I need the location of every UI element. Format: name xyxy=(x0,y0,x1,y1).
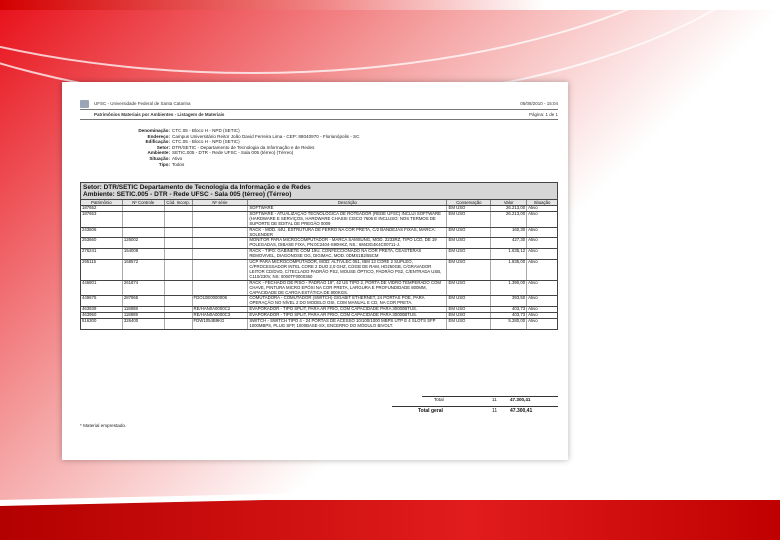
cell-valor: 26.213,00 xyxy=(491,206,527,211)
cell-valor: 26.213,00 xyxy=(491,212,527,227)
cell-cod-incorp xyxy=(165,313,193,318)
cell-situacao: Ativo xyxy=(528,206,538,210)
cell-serie xyxy=(193,238,249,248)
cell-patrimonio: 295115 xyxy=(81,260,123,280)
cell-cod-incorp xyxy=(165,206,193,211)
header-divider xyxy=(80,109,558,110)
cell-patrimonio: 463950 xyxy=(81,313,123,318)
table-row xyxy=(80,296,558,307)
cell-situacao: Ativo xyxy=(528,211,538,216)
cell-patrimonio: 187652 xyxy=(81,206,123,211)
cell-cod-incorp xyxy=(165,281,193,296)
cell-situacao: Ativo xyxy=(528,296,538,301)
cell-cod-incorp xyxy=(165,319,193,329)
table-row xyxy=(80,212,558,228)
cell-descricao: COMUTADORA - COMUTADOR (SWITCH) GIGABIT ETHERNET, 24 PORTAS POE, PARA OPERAÇÃO NO NÍVEL 2 DO MODELO OSI, COM MANUAL E CD, NA COR PRETA. xyxy=(248,296,447,306)
header-subtitle: Patrimônios Materiais por Ambientes - Listagem de Materiais xyxy=(94,112,225,117)
cell-serie xyxy=(193,260,249,280)
meta-row: Setor: DTR/SETIC - Departamento de Tecnologia da Informação e de Redes xyxy=(156,144,315,150)
cell-situacao: Ativo xyxy=(528,238,538,243)
ufsc-logo xyxy=(80,100,89,108)
cell-conservacao: EM USO xyxy=(447,206,491,211)
table-row xyxy=(80,228,558,239)
section-header xyxy=(80,182,558,200)
cell-descricao: SOFTWARE - ATUALIZAÇÃO TECNOLÓGICA DE ROTEADOR (REDE UFSC) INCLUI SOFTWARE (HARDWARE E SERVIÇOS, HARDWARE CHASSI CISCO 7606 E INCLUSO: NOS TERMOS DE SUPORTE DE EDITAL DE PREGÃO 0009 xyxy=(248,212,447,227)
cell-cod-incorp xyxy=(165,260,193,280)
table-row xyxy=(80,249,558,260)
grand-total-count: 11 xyxy=(492,408,498,414)
cell-conservacao: EM USO xyxy=(447,281,491,296)
cell-cod-incorp xyxy=(165,228,193,238)
cell-valor: 160,30 xyxy=(491,228,527,238)
col-descricao: Descrição xyxy=(248,200,447,205)
cell-descricao: RACK - FECHADO DE PISO - PADRÃO 19", 42 US TIPO 2, PORTA DE VIDRO TEMPERADO COM CHAVE, PINTURA MICRO EPÓXI NA COR PRETA, LARGURA E PROFUNDIDADE 800MM, CAPACIDADE DE CARGA ESTÁTICA DE 800KGS. xyxy=(248,281,447,296)
cell-serie xyxy=(193,206,249,211)
header-page: Página: 1 de 1 xyxy=(528,112,558,117)
grand-total-label: Total geral xyxy=(418,408,443,414)
cell-situacao: Ativo xyxy=(528,249,538,254)
cell-patrimonio: 187653 xyxy=(81,212,123,227)
meta-row: Edificação: CTC.05 - Bloco H - NPD (SETIC) xyxy=(145,139,240,145)
cell-situacao: Ativo xyxy=(528,307,538,312)
cell-cod-incorp xyxy=(165,249,193,259)
header-divider xyxy=(80,119,558,120)
cell-patrimonio: 446801 xyxy=(81,281,123,296)
cell-controle xyxy=(123,228,165,238)
cell-patrimonio: 243606 xyxy=(81,228,123,238)
cell-valor: 1.390,00 xyxy=(491,281,527,296)
cell-descricao: EVAPORADOR - TIPO SPLIT, PARA AR FRIO, COM CAPACIDADE PARA 30000BTUS. xyxy=(248,313,447,318)
cell-descricao: RACK - MOD. 44U, ESTRUTURA DE FERRO NA COR PRETA, C/2 BANDEJAS FIXAS, MARCA: SOLENDER xyxy=(248,228,447,238)
location-meta xyxy=(122,128,452,167)
col-patrimonio: Patrimônio xyxy=(81,200,123,205)
cell-patrimonio: 276241 xyxy=(81,249,123,259)
table-row xyxy=(80,281,558,297)
table-row xyxy=(80,260,558,281)
cell-situacao: Ativo xyxy=(528,313,538,318)
col-valor: Valor xyxy=(491,200,527,205)
cell-controle: 287965 xyxy=(123,296,165,306)
cell-controle: 168572 xyxy=(123,260,165,280)
cell-controle xyxy=(123,212,165,227)
footnote: * Material emprestado. xyxy=(80,423,127,428)
cell-situacao: Ativo xyxy=(528,227,538,232)
header-date: 05/08/2010 - 15:04 xyxy=(520,101,558,106)
cell-valor: 1.835,00 xyxy=(491,260,527,280)
col-situacao: Situação xyxy=(533,200,551,205)
header-title: UFSC - Universidade Federal de Santa Catarina xyxy=(94,101,191,106)
cell-controle: 126002 xyxy=(123,238,165,248)
cell-conservacao: EM USO xyxy=(447,228,491,238)
table-row xyxy=(80,319,558,330)
col-controle: Nº Controle xyxy=(123,200,165,205)
cell-controle: 118889 xyxy=(123,313,165,318)
cell-controle: 118888 xyxy=(123,307,165,312)
cell-serie xyxy=(193,212,249,227)
cell-serie xyxy=(193,228,249,238)
section-subtitle: Ambiente: SETIC.005 - DTR - Rede UFSC - Sala 005 (térreo) (Térreo) xyxy=(83,191,292,198)
cell-valor: 403,73 xyxy=(491,313,527,318)
cell-patrimonio: 253660 xyxy=(81,238,123,248)
col-serie: Nº série xyxy=(193,200,249,205)
assets-table xyxy=(80,182,558,330)
document-page xyxy=(62,82,568,460)
cell-patrimonio: 449675 xyxy=(81,296,123,306)
cell-serie: FDW1054B9KG xyxy=(193,319,249,329)
cell-situacao: Ativo xyxy=(528,319,538,324)
cell-controle xyxy=(123,206,165,211)
cell-patrimonio: 463939 xyxy=(81,307,123,312)
meta-row: Situação: Ativo xyxy=(149,155,183,161)
cell-serie xyxy=(193,249,249,259)
total-count: 11 xyxy=(492,397,497,402)
table-body xyxy=(80,206,558,330)
col-cod-incorp: Cód. Incorp. xyxy=(165,200,193,205)
cell-conservacao: EM USO xyxy=(447,307,491,312)
meta-row: Ambiente: SETIC.005 - DTR - Rede UFSC - Sala 005 (térreo) (Térreo) xyxy=(147,150,294,156)
cell-descricao: SWITCH - SWITCH TIPO 4 - 24 PORTAS DE ACESSO 10/100/1000 MBPS UTP E 4 SLOTS SFP 1000MBPS, PLUG SFP, 1000BASE-SX, ENCERRO DO MÓDULO BIVOLT. xyxy=(248,319,447,329)
total-value: 47.300,41 xyxy=(510,397,531,402)
cell-descricao: RACK - TIPO: GABINETE COM 19U, CONFECCIONADO NA COR PRETA, CEASTERÁS REMOVIVEL, DIAGONOSE OG, DIGIMAC, MOD. 0DMS1B2/55CM xyxy=(248,249,447,259)
cell-conservacao: EM USO xyxy=(447,313,491,318)
cell-valor: 403,73 xyxy=(491,307,527,312)
cell-conservacao: EM USO xyxy=(447,319,491,329)
cell-serie: RE/HAN0A0000C3 xyxy=(193,313,249,318)
section-title: Setor: DTR/SETIC Departamento de Tecnologia da Informação e de Redes xyxy=(83,184,311,191)
col-conservacao: Conservação xyxy=(447,200,491,205)
cell-valor: 5.280,00 xyxy=(491,319,527,329)
cell-controle: 326400 xyxy=(123,319,165,329)
cell-serie xyxy=(193,281,249,296)
cell-descricao: EVAPORADOR - TIPO SPLIT, PARA AR FRIO, COM CAPACIDADE PARA 30000BTUS. xyxy=(248,307,447,312)
cell-controle: 261874 xyxy=(123,281,165,296)
totals-divider xyxy=(392,406,558,407)
cell-valor: 1.635,12 xyxy=(491,249,527,259)
cell-situacao: Ativo xyxy=(528,280,538,285)
cell-cod-incorp xyxy=(165,238,193,248)
cell-cod-incorp xyxy=(165,296,193,306)
cell-serie: FDO10E0000006 xyxy=(193,296,249,306)
cell-descricao: UCP PARA MICROCOMPUTADOR, MOD: ALTIVLEC 051, IBM 13 CORE 2 SUPLEO, C/PROCESSADOR INTEL CORE 2 DUO 2,0 GHZ, C/2GB DE RAM, HD250GB, C/GRAVADOR LEITOR CD/DVD, C/TECLADO PADRÃO PS2, MOUSE ÓPTICO, PADRÃO PS2, C/ENTRADA USB, C110/230V, NS: 0000TF0000360 xyxy=(248,260,447,280)
meta-row: Endereço: Campus Universitário Reitor João David Ferreira Lima - CEP: 88040970 - Florianópolis - SC xyxy=(147,133,360,139)
cell-conservacao: EM USO xyxy=(447,260,491,280)
cell-conservacao: EM USO xyxy=(447,212,491,227)
table-row xyxy=(80,238,558,249)
cell-conservacao: EM USO xyxy=(447,249,491,259)
cell-descricao: SOFTWARE xyxy=(248,206,447,211)
meta-row: Tipo: Todos xyxy=(158,161,185,167)
cell-conservacao: EM USO xyxy=(447,238,491,248)
meta-row: Denominação: CTC.05 - Bloco H - NPD (SETIC) xyxy=(138,128,240,133)
cell-controle: 154008 xyxy=(123,249,165,259)
cell-valor: 393,50 xyxy=(491,296,527,306)
cell-valor: 427,30 xyxy=(491,238,527,248)
slide-bottom-band xyxy=(0,500,780,540)
cell-cod-incorp xyxy=(165,212,193,227)
cell-cod-incorp xyxy=(165,307,193,312)
cell-descricao: MONITOR PARA MICROCOMPUTADOR - MARCA SAMSUNG, MOD. 2233RZ, TIPO LCD, DE 19 POLEGADAS, DIBASE FIXA, PN:0C2404-S90HKZ, NS.: 6M43G4K4C00711-J. xyxy=(248,238,447,248)
cell-situacao: Ativo xyxy=(528,260,538,265)
grand-total-value: 47.300,41 xyxy=(510,408,533,414)
cell-conservacao: EM USO xyxy=(447,296,491,306)
cell-patrimonio: 516300 xyxy=(81,319,123,329)
cell-serie: RE/HAN0A0000C2 xyxy=(193,307,249,312)
total-label: Total xyxy=(434,397,444,402)
